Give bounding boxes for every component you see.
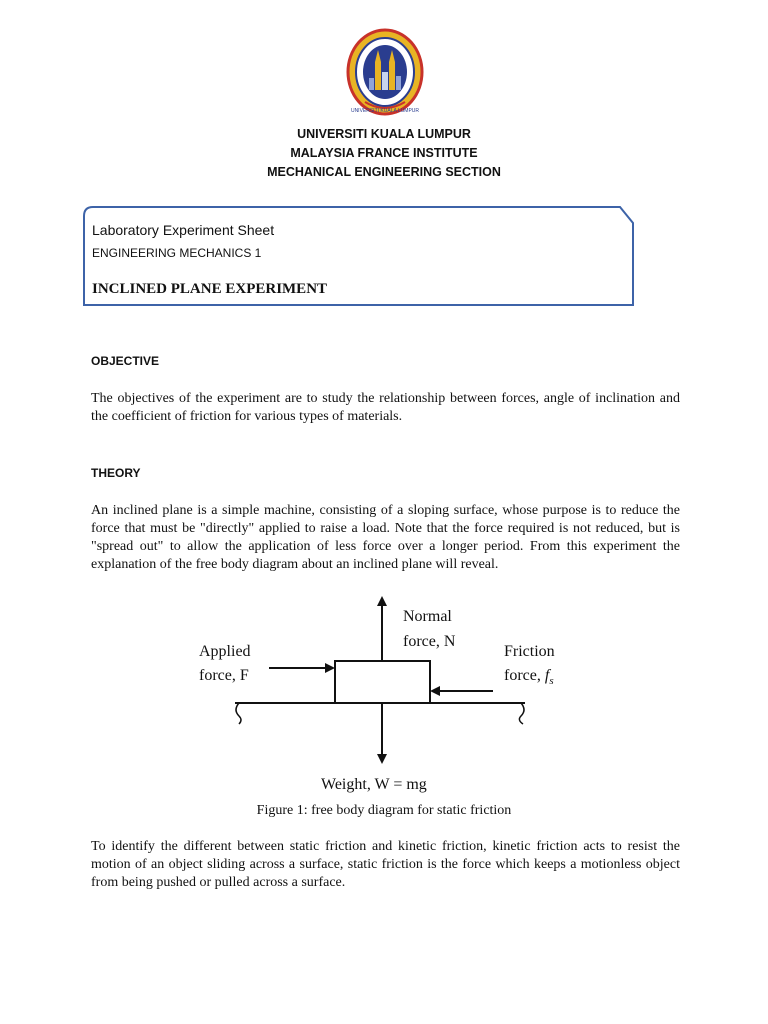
- sheet-heading: Laboratory Experiment Sheet: [92, 222, 275, 238]
- theory-text: An inclined plane is a simple machine, consisting of a sloping surface, whose purpose is to reduce the force that must be "directly" applied to raise a load. Note that the force required is not reduced, but is "spread out" to allow the application of less force over a longer period. From this experiment the explanation of the free body diagram about an inclined plane will reveal.: [91, 503, 680, 572]
- theory-heading: THEORY: [91, 466, 141, 480]
- logo-text: UNIVERSITI KUALA LUMPUR: [350, 108, 420, 114]
- friction-force-label-1: Friction: [504, 643, 555, 660]
- experiment-title: INCLINED PLANE EXPERIMENT: [92, 281, 328, 297]
- section-name: MECHANICAL ENGINEERING SECTION: [267, 165, 501, 179]
- objective-text: The objectives of the experiment are to study the relationship between forces, angle of inclination and the coefficient of friction for various types of materials.: [91, 391, 680, 424]
- free-body-diagram: [225, 590, 545, 770]
- ground-break-left: [236, 703, 241, 724]
- objective-heading: OBJECTIVE: [91, 354, 160, 368]
- university-name: UNIVERSITI KUALA LUMPUR: [297, 127, 471, 141]
- applied-force-label-2: force, F: [199, 667, 249, 684]
- friction-force-text: force,: [504, 667, 545, 684]
- normal-force-label-1: Normal: [403, 608, 452, 625]
- friction-symbol: f: [544, 667, 550, 684]
- friction-force-label-2: [504, 664, 554, 693]
- weight-label: Weight, W = mg: [321, 776, 427, 793]
- normal-force-label-2: force, N: [403, 633, 456, 650]
- figure-caption: Figure 1: free body diagram for static friction: [256, 803, 512, 818]
- friction-comparison-text: To identify the different between static friction and kinetic friction, kinetic friction acts to resist the motion of an object sliding across a surface, static friction is the force which keeps a motionless object from being pushed or pulled across a surface.: [91, 839, 680, 890]
- course-name: ENGINEERING MECHANICS 1: [92, 246, 262, 260]
- institute-name: MALAYSIA FRANCE INSTITUTE: [290, 146, 478, 160]
- applied-force-label-1: Applied: [199, 643, 251, 660]
- block: [335, 661, 430, 703]
- university-logo: [345, 28, 425, 116]
- friction-subscript: s: [549, 675, 554, 688]
- ground-break-right: [519, 703, 524, 724]
